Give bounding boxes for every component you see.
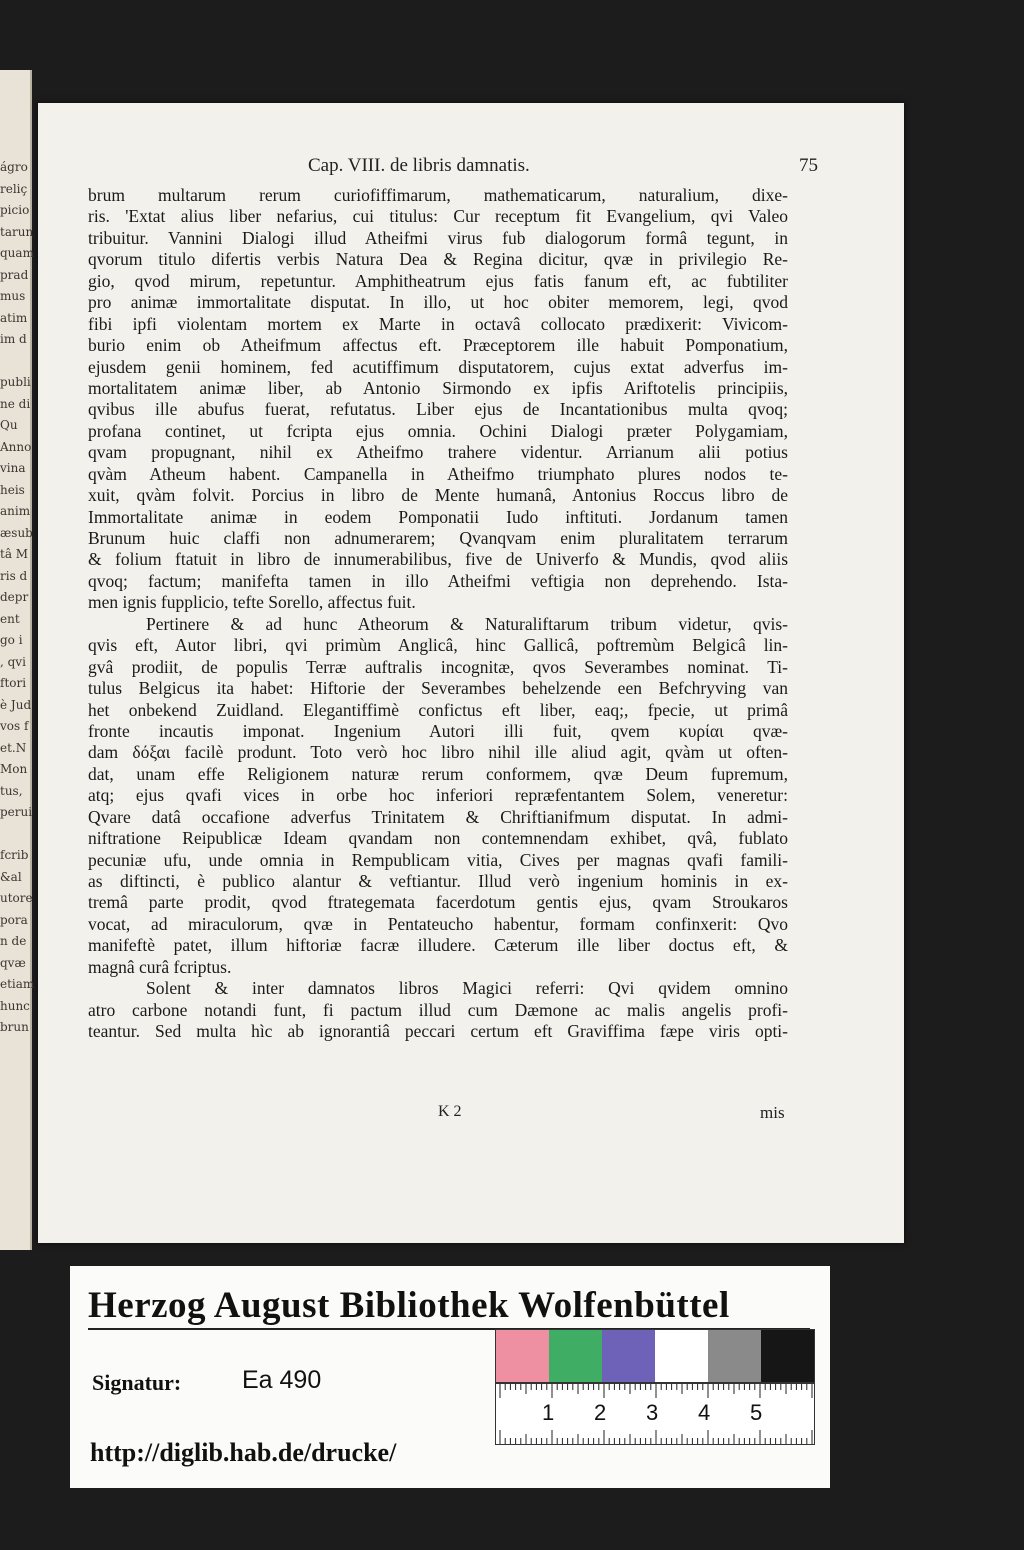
text-line: dat, unam effe Religionem naturæ rerum conformem, qvæ Deum fupremum, <box>88 763 788 784</box>
text-line: mortalitatem animæ liber, ab Antonio Sirmondo ex ipfis Ariftotelis principiis, <box>88 377 788 398</box>
ruler-label: 1 <box>542 1400 555 1425</box>
text-line: & folium ftatuit in libro de innumerabilibus, five de Univerfo & Mundis, qvod aliis <box>88 549 788 570</box>
color-swatch <box>708 1330 761 1382</box>
adjacent-page-fragment: anim <box>0 504 31 518</box>
adjacent-page-fragment: Mon <box>0 762 28 776</box>
text-line: pro animæ immortalitate disputat. In illo, ut hoc obiter memorem, legi, qvod <box>88 292 788 313</box>
adjacent-page-fragment <box>0 827 30 841</box>
adjacent-page-fragment: æsub <box>0 525 33 540</box>
ruler-label: 5 <box>750 1400 763 1425</box>
text-line: qvoq; factum; manifefta tamen in illo Atheifmi veftigia non deprehendo. Ista- <box>88 570 788 591</box>
text-line: vocat, ad miraculorum, qvæ in Pentateucho habentur, formam confinxerit: Qvo <box>88 913 788 934</box>
library-info-card <box>70 1266 830 1488</box>
text-line: tremâ parte prodit, qvod ftrategemata facerdotum gentis ejus, qvam Stroukaros <box>88 892 788 913</box>
measurement-ruler <box>495 1383 815 1445</box>
adjacent-page-fragment: Qu <box>0 418 18 432</box>
adjacent-page-fragment: go i <box>0 633 23 647</box>
text-line: men ignis fupplicio, tefte Sorello, affectus fuit. <box>88 592 416 613</box>
signature-value: Ea 490 <box>242 1366 322 1394</box>
text-line: as diftincti, è publico alantur & veftiantur. Illud verò ingenium hominis in ex- <box>88 871 788 891</box>
text-line: xuit, qvàm folvit. Porcius in libro de Mente humanâ, Antonius Roccus libro de <box>88 485 788 506</box>
text-line: brum multarum rerum curiofiffimarum, mathematicarum, naturalium, dixe- <box>88 185 788 205</box>
adjacent-page-edge <box>0 70 35 1250</box>
text-line: pecuniæ ufu, unde omnia in Rempublicam vitia, Cives per magnas qvafi famili- <box>88 849 788 870</box>
text-line: ejusdem genii hominem, fed acutiffimum disputatorem, cujus extat adverfus im- <box>88 356 788 377</box>
text-line: fronte incautis imponat. Ingenium Autori illi fuit, qvem κυρίαι qvæ- <box>88 720 788 741</box>
color-swatch <box>549 1330 602 1382</box>
adjacent-page-fragment: , qvi <box>0 654 26 669</box>
adjacent-page-fragment: &al <box>0 869 22 884</box>
adjacent-page-fragment: ent <box>0 611 20 626</box>
text-line: profana continet, ut fcripta ejus omnia. Ochini Dialogi præter Polygamiam, <box>88 420 788 441</box>
text-line: qvàm Atheum habent. Campanella in Atheifmo triumphato plures nodos te- <box>88 463 788 484</box>
adjacent-page-fragment: ftori <box>0 676 27 690</box>
adjacent-page-fragment: mus <box>0 289 26 303</box>
color-swatch <box>761 1330 814 1382</box>
adjacent-page-fragment: depr <box>0 590 29 604</box>
text-line: qvam propugnant, nihil ex Atheifmo trahere videntur. Arrianum alii potius <box>88 442 788 463</box>
ruler-label: 3 <box>646 1400 659 1425</box>
running-title: Cap. VIII. de libris damnatis. <box>308 155 530 176</box>
adjacent-page-fragment: ris d <box>0 568 28 583</box>
adjacent-page-fragment: utore <box>0 891 33 905</box>
text-line: dam δόξαι facilè produnt. Toto verò hoc libro nihil ille aliud agit, qvàm ut often- <box>88 742 788 763</box>
adjacent-page-fragment: pora <box>0 912 28 927</box>
adjacent-page-fragment: qvæ <box>0 955 26 970</box>
text-line: manifeftè patet, illum hiftoriæ facræ illudere. Cæterum ille liber doctus eft, & <box>88 935 788 956</box>
text-line: Solent & inter damnatos libros Magici referri: Qvi qvidem omnino <box>146 978 788 999</box>
text-line: Pertinere & ad hunc Atheorum & Naturaliftarum tribum videtur, qvis- <box>146 613 788 634</box>
catchword: mis <box>760 1103 785 1122</box>
adjacent-page-fragment: brun <box>0 1020 29 1034</box>
adjacent-page-fragment: perui <box>0 805 33 819</box>
adjacent-page-fragment: picio <box>0 203 30 217</box>
adjacent-page-fragment: reliç <box>0 181 28 196</box>
book-page <box>38 103 904 1243</box>
text-line: fibi ipfi violentam mortem ex Marte in octavâ collocato prædixerit: Vivicom- <box>88 313 788 334</box>
color-swatch <box>602 1330 655 1382</box>
adjacent-page-fragment: et.N <box>0 740 27 755</box>
text-line: het onbekend Zuidland. Elegantiffimè confictus eft liber, eaq;, fpecie, ut primâ <box>88 699 788 720</box>
adjacent-page-fragment: Anno <box>0 439 32 454</box>
text-line: magnâ curâ fcriptus. <box>88 956 232 977</box>
ruler-label: 4 <box>698 1400 711 1425</box>
adjacent-page-fragment: tus, <box>0 783 23 798</box>
adjacent-page-fragment: prad <box>0 267 29 282</box>
text-line: atro carbone notandi funt, fi pactum illud cum Dæmone ac malis angelis profi- <box>88 999 788 1020</box>
text-line: Brunum huic claffi non adnumerarem; Qvanqvam enim pluralitatem terrarum <box>88 528 788 548</box>
adjacent-page-fragment: tarun <box>0 224 34 239</box>
text-line: atq; ejus qvafi vices in orbe hoc inferiori repræfentantem Solem, veneretur: <box>88 785 788 806</box>
text-line: tulus Belgicus ita habet: Hiftorie der Severambes behelzende een Befchryving van <box>88 678 788 699</box>
adjacent-page-fragment: vos f <box>0 719 29 733</box>
adjacent-page-fragment: publi <box>0 375 31 389</box>
text-line: tribuitur. Vannini Dialogi illud Atheifmi virus fub dialogorum formâ tegunt, in <box>88 227 788 248</box>
text-line: gvâ prodiit, de populis Terræ auftralis incognitæ, qvos Severambes nominat. Ti- <box>88 656 788 677</box>
adjacent-page-fragment: vina <box>0 461 26 475</box>
signature-label: Signatur: <box>92 1370 182 1395</box>
page-number: 75 <box>799 155 818 176</box>
adjacent-page-fragment: è Jud <box>0 697 32 712</box>
adjacent-page-fragment: atim <box>0 310 28 325</box>
adjacent-page-fragment: n de <box>0 934 27 948</box>
adjacent-page-fragment: tâ M <box>0 547 29 561</box>
text-line: qvis eft, Autor libri, qvi primùm Anglicâ, hinc Gallicâ, poftremùm Belgicâ lin- <box>88 635 788 656</box>
adjacent-page-fragment: ne di <box>0 396 31 411</box>
body-text <box>88 185 788 1043</box>
page-header <box>308 155 828 185</box>
text-line: Qvare datâ occafione adverfus Trinitatem & Chriftianifmum disputat. In admi- <box>88 806 788 827</box>
adjacent-page-fragment: ágro <box>0 160 28 174</box>
text-line: teantur. Sed multa hìc ab ignorantiâ peccari certum eft Graviffima fæpe viris opti- <box>88 1021 788 1042</box>
color-swatch <box>496 1330 549 1382</box>
text-line: Immortalitate animæ in eodem Pomponatii Iudo inftituti. Jordanum tamen <box>88 506 788 527</box>
adjacent-page-fragment <box>0 354 30 368</box>
text-line: gio, qvod mirum, repetuntur. Amphitheatrum ejus fatis fanum eft, ac fubtiliter <box>88 270 788 291</box>
ruler-label: 2 <box>594 1400 607 1425</box>
printer-signature-mark: K 2 <box>438 1103 462 1120</box>
color-calibration-scale <box>495 1329 815 1383</box>
text-line: burio enim ob Atheifmum affectus eft. Præceptorem ille habuit Pomponatium, <box>88 335 788 356</box>
adjacent-page-fragment: im d <box>0 332 27 346</box>
text-line: qvorum titulo difertis verbis Natura Dea & Regina dicitur, qvæ in privilegio Re- <box>88 249 788 270</box>
adjacent-page-fragment: etiam <box>0 977 35 991</box>
text-line: qvibus ille abufus fuerat, refutatus. Liber ejus de Incantationibus multa qvoq; <box>88 399 788 420</box>
color-swatch <box>655 1330 708 1382</box>
library-url[interactable]: http://diglib.hab.de/drucke/ <box>90 1438 397 1467</box>
text-line: niftratione Reipublicæ Ideam qvandam non contemnendam exhibet, qvâ, fublato <box>88 828 788 849</box>
adjacent-page-fragment: hunc <box>0 998 30 1013</box>
adjacent-page-fragment: quam <box>0 246 34 260</box>
adjacent-page-fragment: heis <box>0 482 25 497</box>
adjacent-page-fragment: fcrib <box>0 848 29 862</box>
library-name: Herzog August Bibliothek Wolfenbüttel <box>88 1285 730 1326</box>
text-line: ris. 'Extat alius liber nefarius, cui titulus: Cur receptum fit Evangelium, qvi Valeo <box>88 206 788 227</box>
